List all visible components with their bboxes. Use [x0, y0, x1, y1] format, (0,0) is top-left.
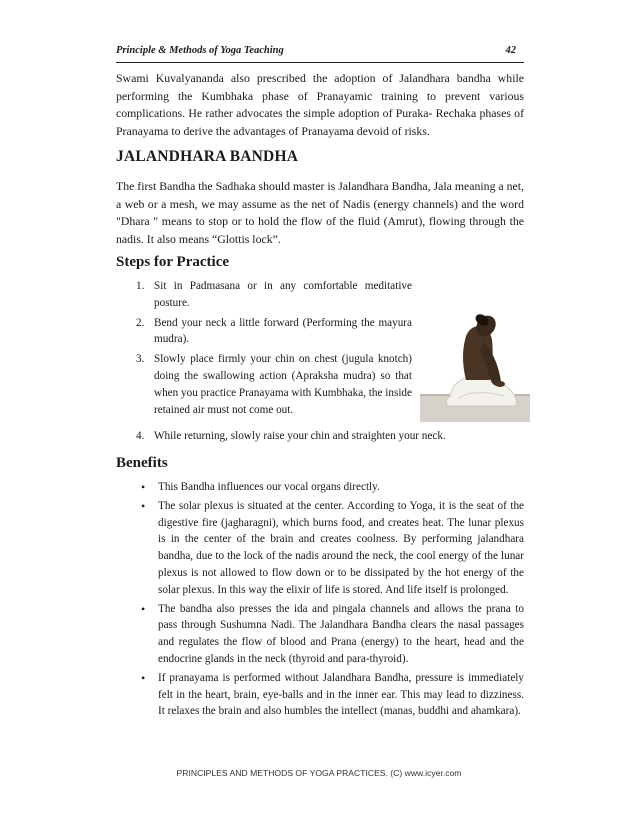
benefits-list	[141, 479, 524, 722]
benefit-item	[141, 601, 524, 668]
step-item	[136, 428, 536, 445]
bullet-icon: •	[141, 601, 146, 616]
section-body: The first Bandha the Sadhaka should master is Jalandhara Bandha, Jala meaning a net, a web or a mesh, we may assume as the net of Nadis (energy channels) and the word "Dhara " means to stop or to hold the flow of the fluid (Amrut), flowing through the nadis. It also means “Glottis lock”.	[116, 179, 524, 246]
bullet-icon: •	[141, 670, 146, 685]
step-number: 2.	[136, 316, 145, 329]
step-item	[136, 278, 412, 312]
benefit-item	[141, 479, 524, 496]
benefit-text: The solar plexus is situated at the center. According to Yoga, it is the seat of the digestive fire (jagharagni), which burns food, and creates heat. The lunar plexus is in the center of the brain and creates coolness. By performing jalandhara bandha, due to the lock of the nadis around the neck, the cool energy of the lunar plexus is not allowed to flow down or to be dissipated by the hot energy of the solar plexus. In this way the elixir of life is stored. And life itself is prolonged.	[158, 499, 524, 596]
step-number: 3.	[136, 353, 145, 366]
seated-yogi-illustration	[420, 296, 530, 422]
step-item	[136, 315, 412, 349]
step-text: Slowly place firmly your chin on chest (jugula knotch) doing the swallowing action (Apraksha mudra) so that when you practice Pranayama with Kumbhaka, the inside retained air must not come out.	[154, 353, 412, 416]
step-number: 4.	[136, 430, 145, 442]
step-text: While returning, slowly raise your chin and straighten your neck.	[154, 430, 446, 442]
page-footer: PRINCIPLES AND METHODS OF YOGA PRACTICES. (C) www.icyer.com	[176, 768, 462, 778]
step-text: Sit in Padmasana or in any comfortable meditative posture.	[154, 280, 412, 309]
page-number: 42	[505, 45, 516, 56]
benefit-item	[141, 670, 524, 720]
steps-heading: Steps for Practice	[116, 254, 230, 270]
jalandhara-pose-photo	[420, 296, 530, 422]
benefit-text: If pranayama is performed without Jalandhara Bandha, pressure is immediately felt in the heart, brain, eye-balls and in the inner ear. This may lead to dizziness. It relaxes the brain and also humbles the intellect (manas, buddhi and ahamkara).	[158, 671, 524, 718]
bullet-icon: •	[141, 480, 146, 494]
step-number: 1.	[136, 280, 145, 292]
step-text: Bend your neck a little forward (Performing the mayura mudra).	[154, 316, 412, 346]
benefits-heading: Benefits	[116, 455, 168, 471]
bullet-icon: •	[141, 498, 146, 513]
intro-paragraph: Swami Kuvalyananda also prescribed the adoption of Jalandhara bandha while performing the Kumbhaka phase of Pranayamic training to prevent various complications. He rather advocates the simple adoption of Puraka- Rechaka phases of Pranayama to derive the advantages of Pranayama devoid of risks.	[116, 71, 524, 138]
benefit-item	[141, 498, 524, 599]
benefit-text: This Bandha influences our vocal organs directly.	[158, 481, 380, 493]
section-heading: JALANDHARA BANDHA	[116, 148, 299, 165]
steps-list	[136, 278, 412, 421]
running-header	[116, 44, 524, 63]
step-item	[136, 351, 412, 418]
benefit-text: The bandha also presses the ida and pingala channels and allows the prana to pass through Sushumna Nadi. The Jalandhara Bandha clears the nasal passages and regulates the flow of blood and Prana (energy) to the heart, head and the endocrine glands in the neck (thyroid and para-thyroid).	[158, 602, 524, 665]
header-title: Principle & Methods of Yoga Teaching	[116, 45, 284, 56]
